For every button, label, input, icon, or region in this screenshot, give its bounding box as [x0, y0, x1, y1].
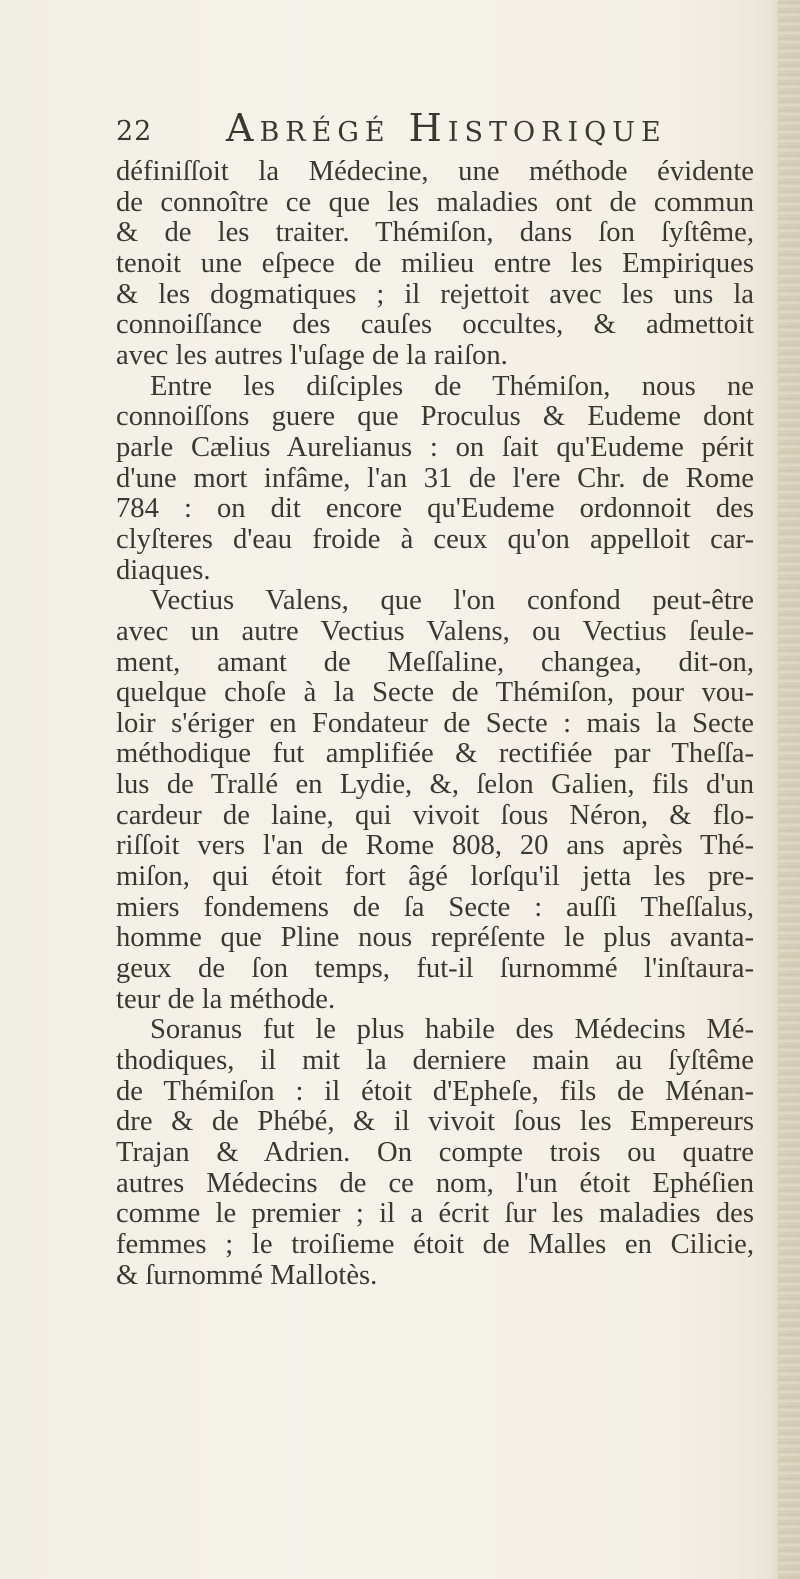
- text-line: quelque choſe à la Secte de Thémiſon, pour vou-: [116, 677, 754, 709]
- text-line: lus de Trallé en Lydie, &, ſelon Galien, fils d'un: [116, 769, 754, 801]
- text-line: Trajan & Adrien. On compte trois ou quatre: [116, 1137, 754, 1168]
- text-line: miers fondemens de ſa Secte : auſſi Theſſalus,: [116, 891, 754, 923]
- text-line: & les dogmatiques ; il rejettoit avec les uns la: [116, 278, 754, 310]
- paragraph: [116, 372, 754, 587]
- text-line: connoiſſance des cauſes occultes, & admettoit: [116, 309, 754, 341]
- text-line: Vectius Valens, que l'on confond peut-être: [150, 585, 754, 617]
- page-header: [116, 104, 756, 154]
- text-line: parle Cælius Aurelianus : on ſait qu'Eudeme périt: [116, 431, 754, 463]
- text-line: connoiſſons guere que Proculus & Eudeme dont: [116, 401, 754, 433]
- paragraph: [116, 157, 754, 372]
- text-line: homme que Pline nous repréſente le plus avanta-: [116, 922, 754, 954]
- text-line: cardeur de laine, qui vivoit ſous Néron, & flo-: [116, 799, 754, 831]
- text-line: 784 : on dit encore qu'Eudeme ordonnoit des: [116, 493, 754, 525]
- text-line: diaques.: [116, 554, 211, 586]
- text-line: d'une mort infâme, l'an 31 de l'ere Chr. de Rome: [116, 462, 754, 494]
- text-line: définiſſoit la Médecine, une méthode évidente: [116, 156, 754, 187]
- text-line: avec les autres l'uſage de la raiſon.: [116, 339, 508, 371]
- text-line: avec un autre Vectius Valens, ou Vectius ſeule-: [116, 615, 754, 647]
- text-line: Soranus fut le plus habile des Médecins Mé-: [150, 1014, 754, 1046]
- paragraph: [116, 586, 754, 1015]
- paragraph: [116, 1015, 754, 1291]
- text-line: de Thémiſon : il étoit d'Epheſe, fils de Ménan-: [116, 1075, 754, 1107]
- text-line: loir s'ériger en Fondateur de Secte : mais la Secte: [116, 707, 754, 739]
- page-number: 22: [116, 116, 153, 147]
- text-line: ment, amant de Meſſaline, changea, dit-on,: [116, 646, 754, 678]
- text-line: thodiques, il mit la derniere main au ſyſtême: [116, 1045, 754, 1077]
- text-line: riſſoit vers l'an de Rome 808, 20 ans après Thé-: [116, 830, 754, 862]
- text-line: & de les traiter. Thémiſon, dans ſon ſyſtême,: [116, 217, 754, 249]
- text-line: femmes ; le troiſieme étoit de Malles en Cilicie,: [116, 1228, 754, 1260]
- text-line: clyſteres d'eau froide à ceux qu'on appelloit car-: [116, 523, 754, 555]
- page-edge-shading: [778, 0, 800, 1579]
- text-line: de connoître ce que les maladies ont de commun: [116, 186, 754, 218]
- text-line: miſon, qui étoit fort âgé lorſqu'il jetta les pre-: [116, 861, 754, 893]
- text-line: tenoit une eſpece de milieu entre les Empiriques: [116, 247, 754, 279]
- text-line: dre & de Phébé, & il vivoit ſous les Empereurs: [116, 1106, 754, 1138]
- text-line: teur de la méthode.: [116, 983, 336, 1015]
- body-text: [116, 157, 754, 1291]
- text-line: méthodique fut amplifiée & rectifiée par Theſſa-: [116, 738, 754, 770]
- text-line: & ſurnommé Mallotès.: [116, 1259, 378, 1291]
- text-line: autres Médecins de ce nom, l'un étoit Ephéſien: [116, 1167, 754, 1199]
- running-head: Abrégé Historique: [226, 106, 667, 150]
- text-line: Entre les diſciples de Thémiſon, nous ne: [150, 370, 754, 402]
- text-line: comme le premier ; il a écrit ſur les maladies des: [116, 1198, 754, 1230]
- text-line: geux de ſon temps, fut-il ſurnommé l'inſtaura-: [116, 953, 754, 985]
